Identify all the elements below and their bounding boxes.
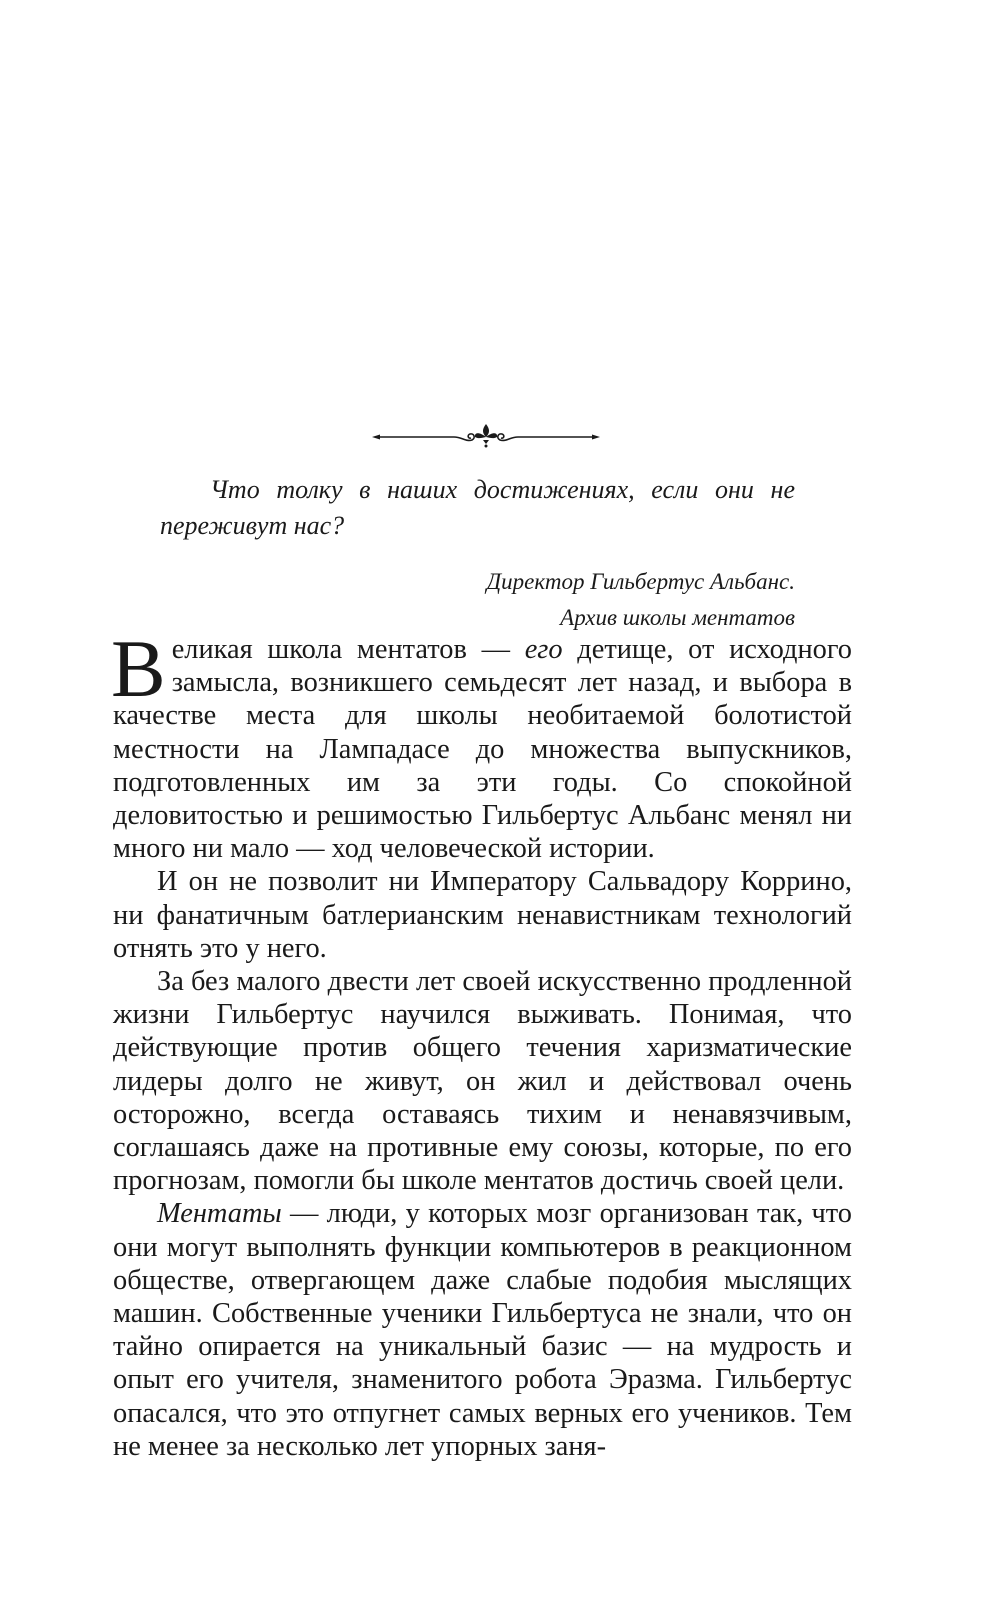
paragraph-1-emphasis: его — [524, 634, 563, 665]
paragraph-1 — [111, 623, 852, 865]
chapter-body — [111, 623, 852, 1463]
epigraph — [160, 472, 795, 636]
paragraph-2: И он не позволит ни Императору Сальвадору Коррино, ни фанатичным батлерианским ненавистникам технологий отнять это у него. — [113, 866, 852, 964]
paragraph-1-text-b: детище, от исходного замысла, возникшего семьдесят лет назад, и выбора в качестве места для школы необитаемой болотистой местности на Лампадасе до множества выпускников, подготовленных им за эти годы. Со спокойной деловитостью и решимостью Гильбертус Альбанс менял ни много ни мало — ход человеческой истории. — [113, 634, 852, 865]
attribution-author: Директор Гильбертус Альбанс. — [486, 569, 795, 594]
paragraph-4-text: — люди, у которых мозг организован так, что они могут выполнять функции компьютеров в реакционном обществе, отвергающем даже слабые подобия мыслящих машин. Собственные ученики Гильбертуса не знали, что он тайно опирается на уникальный базис — на мудрость и опыт его учителя, знаменитого робота Эразма. Гильбертус опасался, что это отпугнет самых верных его учеников. Тем не менее за несколько лет упорных заня- — [113, 1198, 852, 1462]
paragraph-1-text-a: еликая школа ментатов — — [171, 634, 525, 665]
fleuron-divider-icon — [370, 420, 602, 450]
drop-cap: В — [111, 623, 166, 714]
epigraph-text: Что толку в наших достижениях, если они не переживут нас? — [160, 475, 795, 540]
epigraph-attribution — [160, 564, 795, 636]
attribution-source: Архив школы ментатов — [560, 605, 795, 630]
paragraph-4 — [113, 1197, 852, 1463]
paragraph-3: За без малого двести лет своей искусственно продленной жизни Гильбертус научился выживать. Понимая, что действующие против общего течения харизматические лидеры долго не живут, он жил и действовал очень осторожно, всегда оставаясь тихим и ненавязчивым, соглашаясь даже на противные ему союзы, которые, по его прогнозам, помогли бы школе ментатов достичь своей цели. — [113, 966, 852, 1197]
paragraph-4-emphasis: Ментаты — [157, 1198, 282, 1230]
